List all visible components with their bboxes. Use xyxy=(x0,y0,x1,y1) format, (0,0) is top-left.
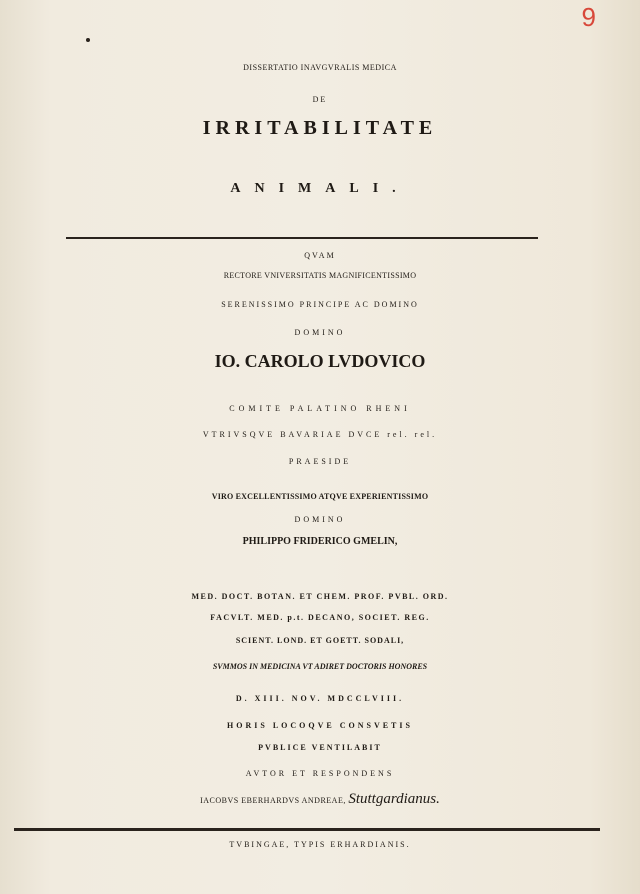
autor-line: AVTOR ET RESPONDENS xyxy=(245,769,395,778)
author-name: IACOBVS EBERHARDVS ANDREAE, xyxy=(200,796,346,805)
utriusque-line: VTRIVSQVE BAVARIAE DVCE rel. rel. xyxy=(202,430,438,439)
comite-line: COMITE PALATINO RHENI xyxy=(229,404,411,413)
author-origin: Stuttgardianus. xyxy=(348,791,440,807)
ink-speck xyxy=(86,38,90,42)
de-line: DE xyxy=(312,95,328,104)
summos-line: SVMMOS IN MEDICINA VT ADIRET DOCTORIS HONORES xyxy=(212,662,428,671)
horis-line: HORIS LOCOQVE CONSVETIS xyxy=(227,721,413,730)
domino-line-2: DOMINO xyxy=(294,515,346,524)
date-line: D. XIII. NOV. MDCCLVIII. xyxy=(235,694,405,703)
publice-line: PVBLICE VENTILABIT xyxy=(258,743,382,752)
gmelin-name: PHILIPPO FRIDERICO GMELIN, xyxy=(242,536,398,547)
dissertation-heading: DISSERTATIO INAVGVRALIS MEDICA xyxy=(243,63,397,72)
rectore-line: RECTORE VNIVERSITATIS MAGNIFICENTISSIMO xyxy=(223,271,417,280)
page-number: 9 xyxy=(581,2,596,32)
imprint-line: TVBINGAE, TYPIS ERHARDIANIS. xyxy=(229,840,411,849)
divider-rule-bottom xyxy=(14,828,600,831)
domino-line-1: DOMINO xyxy=(294,328,346,337)
quam-line: QVAM xyxy=(304,251,336,260)
praeside-line: PRAESIDE xyxy=(288,457,352,466)
viro-line: VIRO EXCELLENTISSIMO ATQVE EXPERIENTISSIMO xyxy=(211,492,429,501)
serenissimo-line: SERENISSIMO PRINCIPE AC DOMINO xyxy=(221,300,419,309)
title-irritabilitate: IRRITABILITATE xyxy=(202,117,438,139)
carolo-ludovico-name: IO. CAROLO LVDOVICO xyxy=(214,351,426,371)
title-animali: ANIMALI. xyxy=(230,181,410,196)
author-line xyxy=(0,792,640,807)
med-doct-line: MED. DOCT. BOTAN. ET CHEM. PROF. PVBL. ORD. xyxy=(191,592,449,601)
scient-line: SCIENT. LOND. ET GOETT. SODALI, xyxy=(235,636,405,645)
facult-line: FACVLT. MED. p.t. DECANO, SOCIET. REG. xyxy=(210,613,430,622)
divider-rule-top xyxy=(66,237,538,239)
